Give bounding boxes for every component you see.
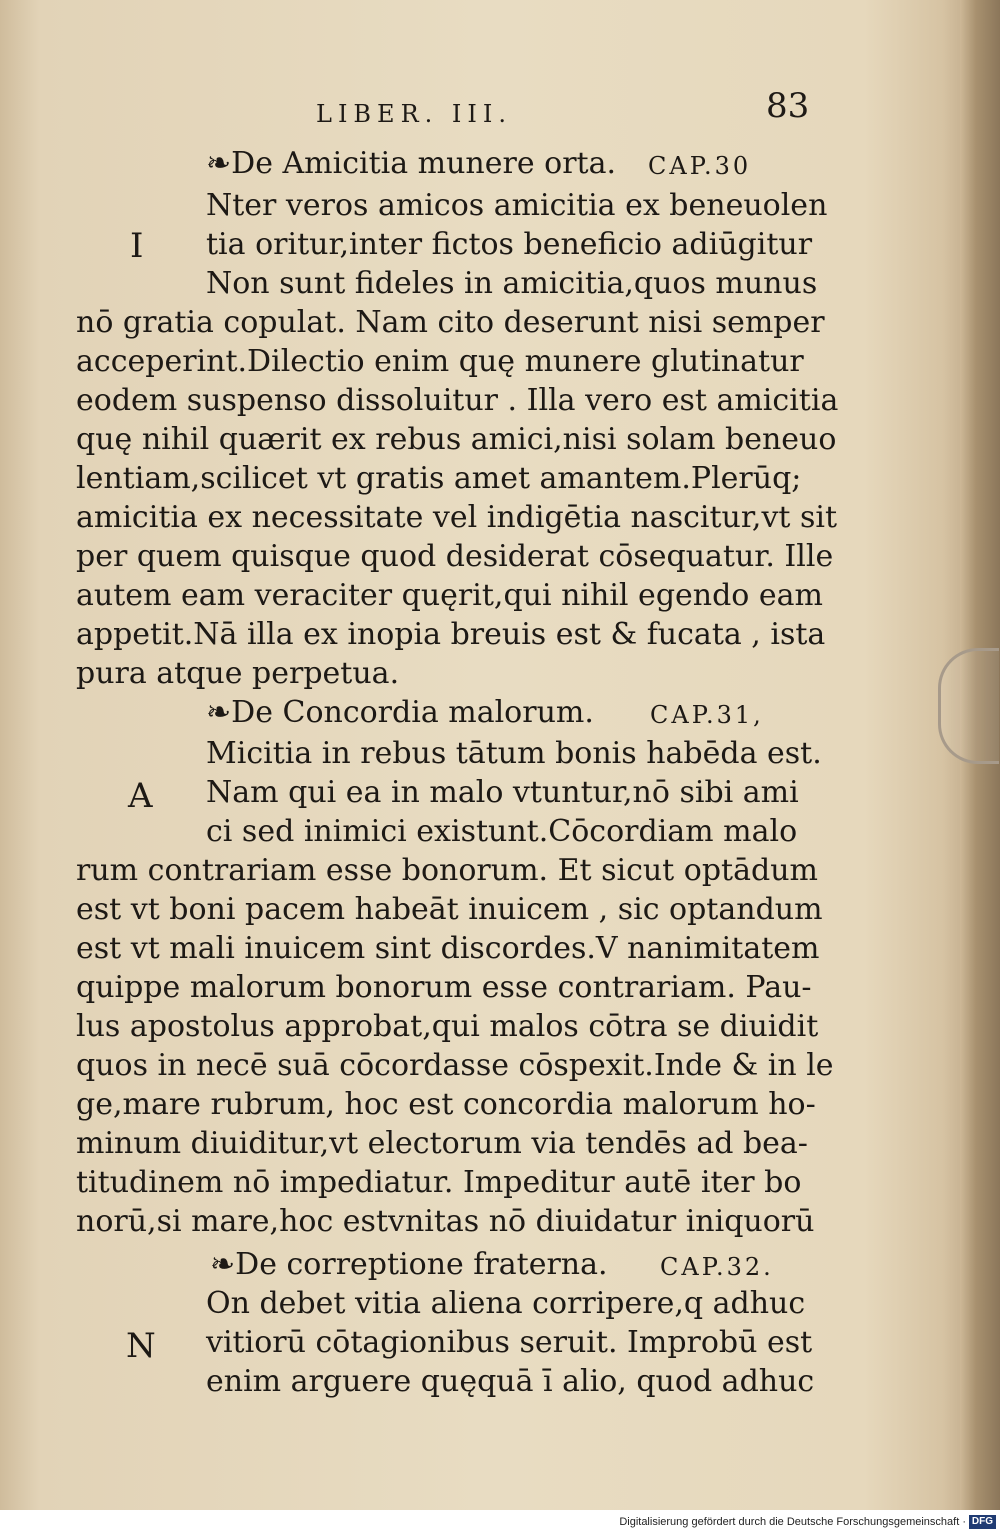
text-line: quippe malorum bonorum esse contrariam. Pau- [76, 970, 812, 1005]
text-line: quos in necē suā cōcordasse cōspexit.Inde & in le [76, 1048, 834, 1083]
text-line: lus apostolus approbat,qui malos cōtra se diuidit [76, 1009, 819, 1044]
text-line: Nter veros amicos amicitia ex beneuolen [206, 188, 828, 223]
chapter-number: CAP.30 [648, 152, 752, 180]
fleuron-icon: ❧ [206, 146, 232, 181]
text-line: tia oritur,inter fictos beneficio adiūgitur [206, 227, 813, 262]
text-line: pura atque perpetua. [76, 656, 400, 691]
chapter-heading: ❧De Amicitia munere orta. [206, 146, 617, 181]
initial-letter: A [128, 776, 153, 816]
fleuron-icon: ❧ [206, 695, 232, 730]
text-line: On debet vitia aliena corripere,q adhuc [206, 1286, 806, 1321]
text-line: norū,si mare,hoc estvnitas nō diuidatur iniquorū [76, 1204, 815, 1239]
text-line: ge,mare rubrum, hoc est concordia malorum ho- [76, 1087, 816, 1122]
initial-letter: N [126, 1326, 156, 1366]
text-line: enim arguere quęquā ī alio, quod adhuc [206, 1364, 815, 1399]
text-line: ci sed inimici existunt.Cōcordiam malo [206, 814, 798, 849]
text-line: est vt mali inuicem sint discordes.V nanimitatem [76, 931, 820, 966]
text-line: quę nihil quærit ex rebus amici,nisi solam beneuo [76, 422, 837, 457]
fleuron-icon: ❧ [210, 1247, 236, 1282]
page-number: 83 [766, 86, 810, 126]
digitization-credit: Digitalisierung gefördert durch die Deutsche Forschungsgemeinschaft · [619, 1516, 966, 1528]
text-line: rum contrariam esse bonorum. Et sicut optādum [76, 853, 818, 888]
text-line: per quem quisque quod desiderat cōsequatur. Ille [76, 539, 834, 574]
text-line: lentiam,scilicet vt gratis amet amantem.Plerūq; [76, 461, 802, 496]
text-line: amicitia ex necessitate vel indigētia nascitur,vt sit [76, 500, 838, 535]
page-clip [938, 648, 999, 764]
text-line: autem eam veraciter quęrit,qui nihil egendo eam [76, 578, 823, 613]
chapter-heading: ❧De correptione fraterna. [210, 1247, 608, 1282]
chapter-heading: ❧De Concordia malorum. [206, 695, 594, 730]
running-head: LIBER. III. [316, 100, 512, 128]
text-line: vitiorū cōtagionibus seruit. Improbū est [206, 1325, 813, 1360]
chapter-number: CAP.32. [660, 1253, 774, 1281]
initial-letter: I [130, 226, 144, 266]
dfg-logo: DFG [969, 1515, 996, 1529]
chapter-number: CAP.31, [650, 701, 764, 729]
text-line: Non sunt fideles in amicitia,quos munus [206, 266, 818, 301]
text-line: Nam qui ea in malo vtuntur,nō sibi ami [206, 775, 799, 810]
text-line: appetit.Nā illa ex inopia breuis est & fucata , ista [76, 617, 826, 652]
text-line: minum diuiditur,vt electorum via tendēs ad bea- [76, 1126, 808, 1161]
text-line: est vt boni pacem habeāt inuicem , sic optandum [76, 892, 823, 927]
text-line: nō gratia copulat. Nam cito deserunt nisi semper [76, 305, 825, 340]
text-line: titudinem nō impediatur. Impeditur autē iter bo [76, 1165, 802, 1200]
text-line: acceperint.Dilectio enim quę munere glutinatur [76, 344, 804, 379]
text-line: eodem suspenso dissoluitur . Illa vero est amicitia [76, 383, 839, 418]
text-line: Micitia in rebus tātum bonis habēda est. [206, 736, 822, 771]
